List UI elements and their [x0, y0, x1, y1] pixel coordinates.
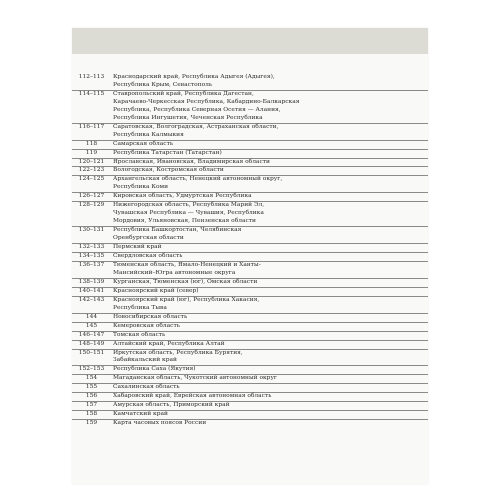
toc-row — [72, 175, 428, 192]
toc-page-numbers: 132–133 — [78, 244, 105, 251]
toc-row — [72, 243, 428, 252]
toc-entry-title — [111, 375, 343, 383]
toc-entry-line: Республика Крым, Севастополь — [113, 81, 213, 88]
toc-entry-title — [111, 393, 343, 401]
toc-row — [72, 158, 428, 167]
toc-page-numbers: 124–125 — [78, 176, 105, 183]
toc-entry-line: Республика Ингушетия, Чеченская Республика — [113, 114, 263, 121]
toc-entry-title — [111, 262, 343, 278]
toc-entry-line: Оренбургская области — [113, 235, 184, 242]
header-band — [72, 28, 428, 54]
toc-row — [72, 287, 428, 296]
toc-page-numbers: 158 — [85, 411, 98, 418]
toc-entry-line: Амурская область, Приморский край — [113, 402, 230, 409]
toc-page-numbers: 134–135 — [78, 253, 105, 260]
toc-row — [72, 278, 428, 287]
toc-row — [72, 226, 428, 243]
toc-entry-line: Карта часовых поясов России — [113, 420, 207, 427]
toc-entry-title — [111, 297, 343, 313]
toc-entry-line: Мордовия, Ульяновская, Пензенская области — [113, 218, 256, 225]
toc-page-numbers: 152–153 — [78, 366, 105, 373]
toc-entry-title — [111, 150, 343, 158]
toc-page-numbers: 128–129 — [78, 202, 105, 209]
toc-entry-title — [111, 350, 343, 366]
toc-entry-line: Республика Саха (Якутия) — [113, 366, 196, 373]
toc-entry-line: Тюменская область, Ямало-Ненецкий и Ханты- — [113, 261, 261, 268]
toc-page-numbers: 112–113 — [78, 74, 105, 80]
toc-entry-title — [111, 341, 343, 349]
toc-entry-title — [111, 288, 343, 296]
toc-entry-line: Свердловская область — [113, 253, 183, 260]
toc-row — [72, 331, 428, 340]
toc-entry-line: Республика, Республика Северная Осетия — Алания, — [113, 106, 281, 113]
toc-row — [72, 192, 428, 201]
toc-page-numbers: 154 — [85, 375, 98, 382]
toc-page-numbers: 148–149 — [78, 340, 105, 347]
toc-entry-line: Краснодарский край, Республика Адыгея (Адыгея), — [113, 74, 275, 80]
toc-entry-line: Кировская область, Удмуртская Республика — [113, 193, 252, 200]
table-of-contents — [72, 74, 428, 428]
toc-row — [72, 74, 428, 90]
toc-entry-line: Республика Татарстан (Татарстан) — [113, 149, 222, 156]
toc-page-numbers: 150–151 — [78, 349, 105, 356]
toc-page-numbers: 145 — [85, 322, 98, 329]
toc-entry-title — [111, 402, 343, 410]
toc-page-numbers: 119 — [85, 149, 98, 156]
toc-entry-line: Карачаево-Черкесская Республика, Кабардино-Балкарская — [113, 98, 300, 105]
toc-page-numbers: 156 — [85, 393, 98, 400]
toc-row — [72, 419, 428, 428]
toc-row — [72, 90, 428, 123]
toc-entry-line: Ярославская, Ивановская, Владимирская области — [113, 158, 270, 165]
toc-page-numbers: 126–127 — [78, 193, 105, 200]
toc-row — [72, 140, 428, 149]
toc-page-numbers: 146–147 — [78, 331, 105, 338]
toc-entry-title — [111, 332, 343, 340]
toc-entry-line: Кемеровская область — [113, 322, 180, 329]
toc-entry-title — [111, 141, 343, 149]
toc-page-numbers: 144 — [85, 313, 98, 320]
toc-entry-line: Республика Тыва — [113, 304, 167, 311]
toc-entry-title — [111, 124, 343, 140]
toc-entry-line: Саратовская, Волгоградская, Астраханская области, — [113, 123, 279, 130]
toc-row — [72, 401, 428, 410]
toc-page-numbers: 142–143 — [78, 296, 105, 303]
toc-entry-line: Архангельская область, Ненецкий автономный округ, — [113, 176, 283, 183]
toc-entry-line: Самарская область — [113, 140, 174, 147]
toc-row — [72, 349, 428, 366]
toc-entry-line: Алтайский край, Республика Алтай — [113, 340, 225, 347]
toc-entry-line: Красноярский край (юг), Республика Хакасия, — [113, 296, 260, 303]
book-page — [72, 28, 428, 484]
toc-entry-line: Пермский край — [113, 244, 162, 251]
toc-page-numbers: 140–141 — [78, 287, 105, 294]
toc-page-numbers: 136–137 — [78, 261, 105, 268]
toc-entry-line: Камчатский край — [113, 411, 168, 418]
toc-entry-line: Хабаровский край, Еврейская автономная область — [113, 393, 272, 400]
toc-entry-title — [111, 411, 343, 419]
toc-entry-line: Новосибирская область — [113, 313, 188, 320]
toc-page-numbers: 120–121 — [78, 158, 105, 165]
toc-entry-title — [111, 159, 343, 167]
toc-entry-line: Красноярский край (север) — [113, 287, 199, 294]
toc-page-numbers: 138–139 — [78, 278, 105, 285]
toc-row — [72, 296, 428, 313]
toc-row — [72, 392, 428, 401]
toc-row — [72, 374, 428, 383]
toc-page-numbers: 114–115 — [78, 90, 105, 97]
toc-entry-line: Томская область — [113, 331, 166, 338]
toc-row — [72, 252, 428, 261]
toc-page-numbers: 157 — [85, 402, 98, 409]
toc-entry-line: Курганская, Тюменская (юг), Омская области — [113, 278, 258, 285]
toc-entry-line: Мансийский–Югра автономные округа — [113, 269, 236, 276]
toc-entry-title — [111, 253, 343, 261]
toc-entry-title — [111, 279, 343, 287]
toc-entry-line: Магаданская область, Чукотский автономный округ — [113, 375, 278, 382]
toc-page-numbers: 116–117 — [78, 123, 105, 130]
toc-row — [72, 313, 428, 322]
toc-entry-title — [111, 323, 343, 331]
toc-row — [72, 123, 428, 140]
toc-row — [72, 340, 428, 349]
toc-entry-title — [111, 176, 343, 192]
toc-entry-line: Чувашская Республика — Чувашия, Республика — [113, 210, 264, 217]
toc-row — [72, 322, 428, 331]
toc-row — [72, 149, 428, 158]
toc-entry-title — [111, 193, 343, 201]
toc-row — [72, 410, 428, 419]
toc-entry-title — [111, 227, 343, 243]
toc-entry-line: Забайкальский край — [113, 357, 177, 364]
toc-entry-title — [111, 202, 343, 226]
toc-page-numbers: 159 — [85, 420, 98, 427]
toc-page-numbers: 155 — [85, 384, 98, 391]
toc-row — [72, 166, 428, 175]
toc-entry-title — [111, 366, 343, 374]
toc-page-numbers: 122–123 — [78, 167, 105, 174]
toc-row — [72, 383, 428, 392]
toc-entry-line: Сахалинская область — [113, 384, 180, 391]
toc-entry-line: Вологодская, Костромская области — [113, 167, 224, 174]
toc-entry-line: Ставропольский край, Республика Дагестан, — [113, 90, 254, 97]
toc-page-numbers: 118 — [85, 140, 98, 147]
toc-entry-line: Иркутская область, Республика Бурятия, — [113, 349, 243, 356]
toc-entry-line: Республика Башкортостан, Челябинская — [113, 227, 242, 234]
toc-entry-line: Нижегородская область, Республика Марий Эл, — [113, 202, 265, 209]
toc-entry-title — [111, 167, 343, 175]
toc-row — [72, 201, 428, 226]
toc-entry-title — [111, 420, 343, 428]
toc-entry-title — [111, 91, 343, 123]
toc-entry-title — [111, 74, 343, 90]
toc-row — [72, 365, 428, 374]
toc-entry-title — [111, 384, 343, 392]
toc-entry-line: Республика Калмыкия — [113, 131, 184, 138]
toc-entry-line: Республика Коми — [113, 184, 169, 191]
toc-row — [72, 261, 428, 278]
toc-page-numbers: 130–131 — [78, 227, 105, 234]
toc-entry-title — [111, 314, 343, 322]
toc-entry-title — [111, 244, 343, 252]
